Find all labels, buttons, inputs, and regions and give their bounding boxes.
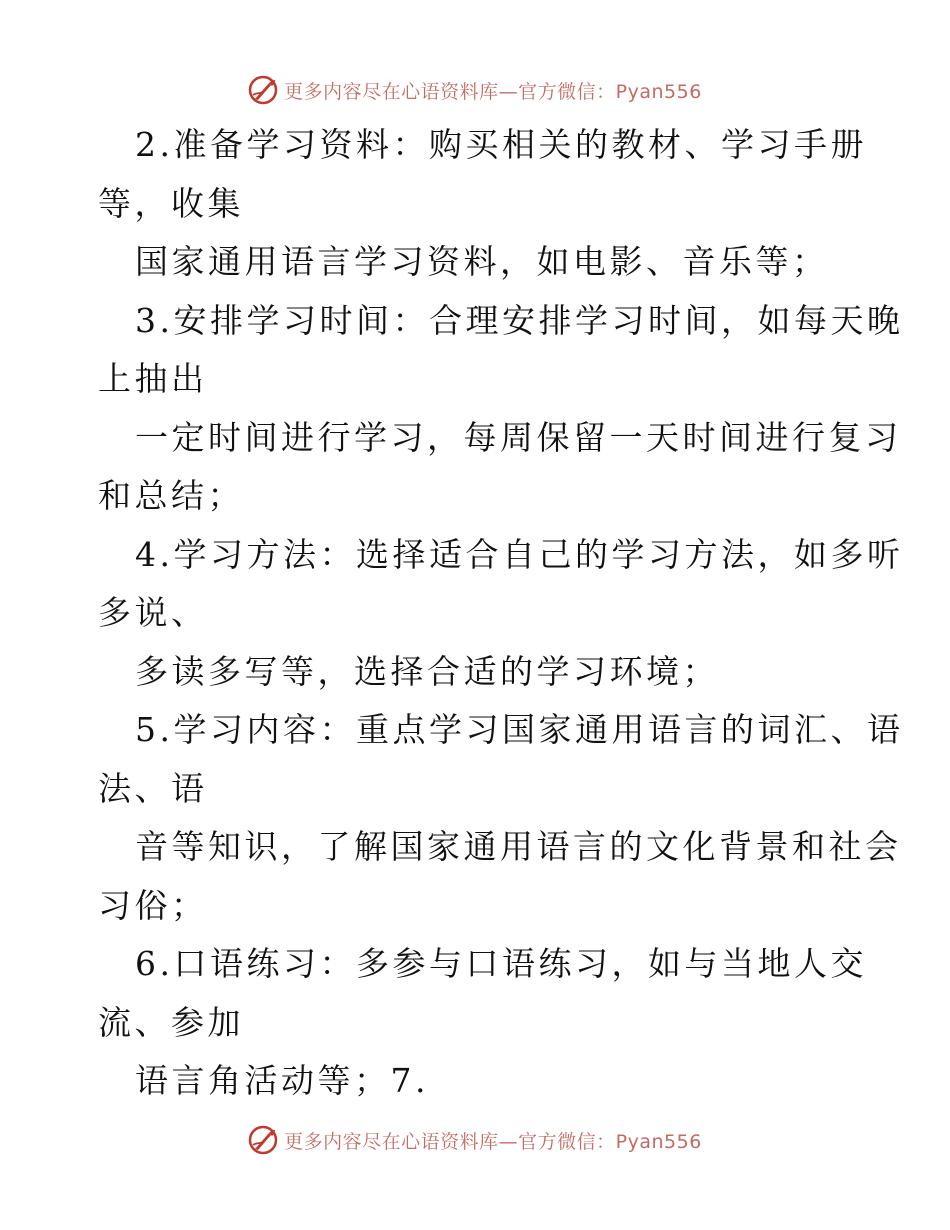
text-line: 等，收集 (98, 183, 244, 223)
text-line: 语言角活动等；7. (135, 1061, 429, 1100)
text-line: 和总结； (98, 476, 244, 515)
text-line: 2.准备学习资料：购买相关的教材、学习手册 (135, 125, 867, 164)
text-line: 习俗； (98, 885, 208, 925)
text-line: 5.学习内容：重点学习国家通用语言的词汇、语 (135, 710, 904, 749)
document-body (98, 116, 904, 1111)
text-line: 音等知识，了解国家通用语言的文化背景和社会 (135, 827, 902, 866)
footer-banner (0, 1122, 950, 1158)
text-line: 一定时间进行学习，每周保留一天时间进行复习 (135, 417, 902, 457)
text-line: 6.口语练习：多参与口语练习，如与当地人交 (135, 944, 867, 983)
text-line: 流、参加 (98, 1002, 244, 1042)
quill-logo-icon (248, 1125, 278, 1155)
text-line: 国家通用语言学习资料，如电影、音乐等； (135, 242, 829, 281)
text-line: 4.学习方法：选择适合自己的学习方法，如多听 (135, 534, 904, 574)
text-line: 法、语 (98, 768, 208, 808)
text-line: 上抽出 (98, 359, 208, 398)
quill-logo-icon (248, 75, 278, 105)
text-line: 3.安排学习时间：合理安排学习时间，如每天晚 (135, 300, 904, 340)
text-line: 多读多写等，选择合适的学习环境； (135, 651, 719, 691)
footer-banner-text: 更多内容尽在心语资料库—官方微信：Pyan556 (284, 1130, 702, 1153)
header-banner (0, 72, 950, 108)
header-banner-text: 更多内容尽在心语资料库—官方微信：Pyan556 (284, 80, 702, 103)
text-line: 多说、 (98, 593, 208, 632)
